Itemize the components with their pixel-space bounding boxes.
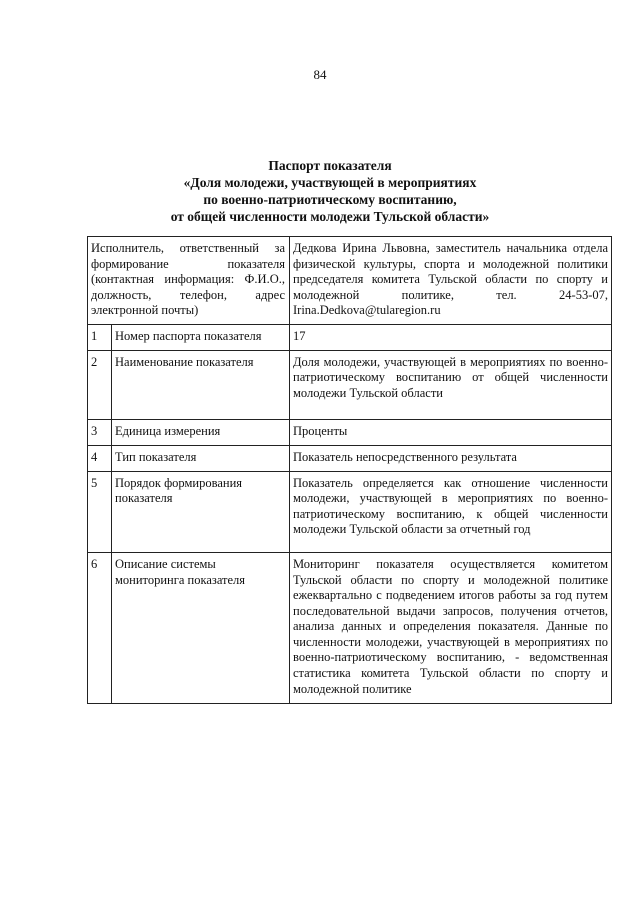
row-value: Показатель непосредственного результата — [290, 445, 612, 471]
row-value: Показатель определяется как отношение численности молодежи, участвующей в мероприятиях по военно-патриотическому воспитанию, к общей численности молодежи Тульской области за отчетный год — [290, 471, 612, 552]
row-number: 4 — [88, 445, 112, 471]
page-number: 84 — [313, 67, 327, 82]
row-number: 1 — [88, 324, 112, 350]
table-row — [88, 445, 612, 471]
document-title — [70, 157, 590, 225]
row-label: Единица измерения — [112, 420, 290, 446]
title-line-2: «Доля молодежи, участвующей в мероприятиях — [183, 175, 477, 190]
table-row-executor — [88, 237, 612, 325]
table-row — [88, 552, 612, 703]
passport-table — [87, 236, 612, 704]
row-value: 17 — [290, 324, 612, 350]
executor-value: Дедкова Ирина Львовна, заместитель начальника отдела физической культуры, спорта и молодежной политики председателя комитета Тульской области по спорту и молодежной политике, тел. 24-53-07, Irina.Dedkova@tularegion.ru — [290, 237, 612, 325]
row-value: Доля молодежи, участвующей в мероприятиях по военно-патриотическому воспитанию от общей численности молодежи Тульской области — [290, 350, 612, 420]
row-number: 2 — [88, 350, 112, 420]
title-line-4: от общей численности молодежи Тульской области» — [170, 209, 490, 224]
row-label: Наименование показателя — [112, 350, 290, 420]
row-label: Порядок формирования показателя — [112, 471, 290, 552]
title-line-3: по военно-патриотическому воспитанию, — [203, 192, 457, 207]
table-row — [88, 324, 612, 350]
row-label: Описание системы мониторинга показателя — [112, 552, 290, 703]
row-value: Проценты — [290, 420, 612, 446]
row-label: Номер паспорта показателя — [112, 324, 290, 350]
table-row — [88, 471, 612, 552]
row-number: 6 — [88, 552, 112, 703]
row-number: 3 — [88, 420, 112, 446]
table-row — [88, 350, 612, 420]
table-row — [88, 420, 612, 446]
executor-label: Исполнитель, ответственный за формирование показателя (контактная информация: Ф.И.О., должность, телефон, адрес электронной почты) — [88, 237, 290, 325]
row-value: Мониторинг показателя осуществляется комитетом Тульской области по спорту и молодежной политике ежеквартально с подведением итогов работы за год путем последовательной выдачи запросов, получения отчетов, анализа данных и определения показателя. Данные по численности молодежи, участвующей в мероприятиях по военно-патриотическому воспитанию, - ведомственная статистика комитета Тульской области по спорту и молодежной политике — [290, 552, 612, 703]
row-label: Тип показателя — [112, 445, 290, 471]
title-line-1: Паспорт показателя — [268, 158, 392, 173]
row-number: 5 — [88, 471, 112, 552]
